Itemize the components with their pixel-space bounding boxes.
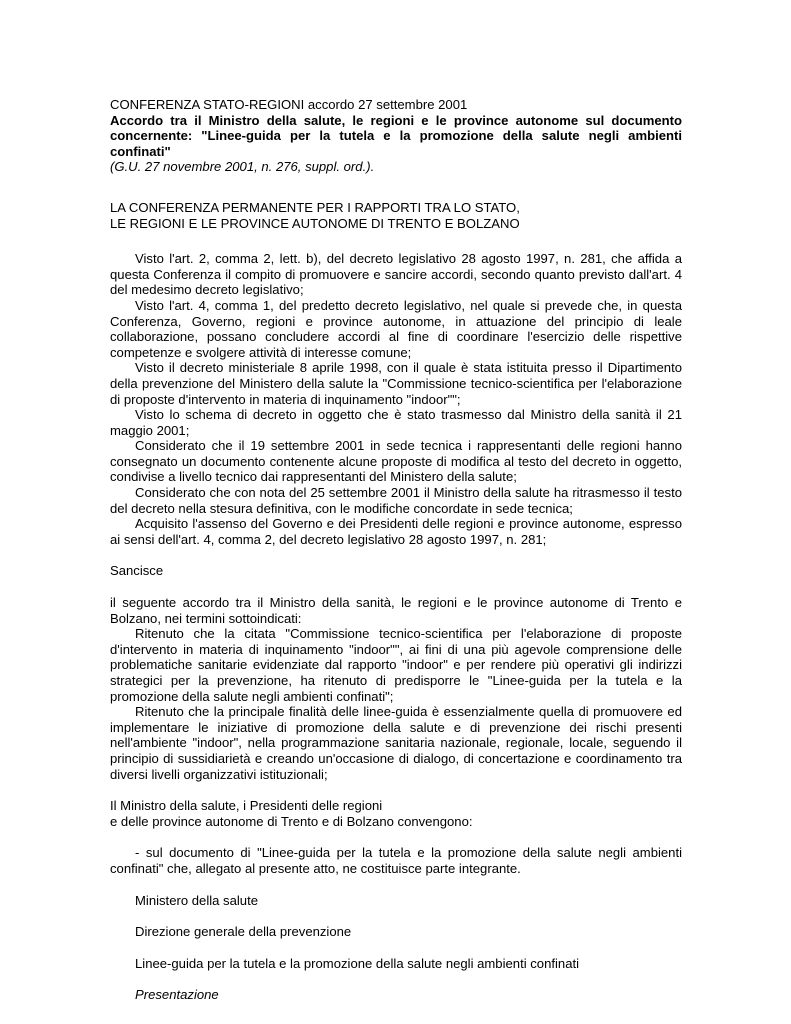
conference-heading [110,200,682,231]
annex-section-heading: Presentazione [135,987,219,1003]
premise-paragraph: Considerato che con nota del 25 settembre 2001 il Ministro della salute ha ritrasmesso il testo del decreto nella stesura definitiva, con le modifiche concordate in sede tecnica; [110,485,682,516]
document-page [110,97,682,1003]
annex-ministry: Ministero della salute [135,892,258,908]
ritenuto-paragraph: Ritenuto che la principale finalità delle linee-guida è essenzialmente quella di promuovere ed implementare le iniziative di promozione della salute e di prevenzione dei rischi presenti nell'ambiente "indoor", nella programmazione sanitaria nazionale, regionale, locale, seguendo il principio di sussidiarietà e creando un'occasione di dialogo, di concertazione e coordinamento tra diversi livelli organizzativi istituzionali; [110,704,682,782]
agreement-point: - sul documento di "Linee-guida per la tutela e la promozione della salute negli ambienti confinati" che, allegato al presente atto, ne costituisce parte integrante. [110,845,682,876]
gazette-citation: (G.U. 27 novembre 2001, n. 276, suppl. ord.). [110,159,375,175]
premise-paragraph: Visto l'art. 2, comma 2, lett. b), del decreto legislativo 28 agosto 1997, n. 281, che affida a questa Conferenza il compito di promuovere e sancire accordi, secondo quanto previsto dall'art. 4 del medesimo decreto legislativo; [110,251,682,298]
convengono-line-1: Il Ministro della salute, i Presidenti delle regioni [110,798,383,814]
convengono-line-2: e delle province autonome di Trento e di Bolzano convengono: [110,813,473,829]
premises-block [110,251,682,547]
annex-document-title: Linee-guida per la tutela e la promozione della salute negli ambienti confinati [135,955,580,971]
conference-heading-line-2: LE REGIONI E LE PROVINCE AUTONOME DI TRENTO E BOLZANO [110,215,520,231]
conference-heading-line-1: LA CONFERENZA PERMANENTE PER I RAPPORTI TRA LO STATO, [110,199,520,215]
accordo-intro: il seguente accordo tra il Ministro della sanità, le regioni e le province autonome di Trento e Bolzano, nei termini sottoindicati: [110,595,682,626]
premise-paragraph: Acquisito l'assenso del Governo e dei Presidenti delle regioni e province autonome, espresso ai sensi dell'art. 4, comma 2, del decreto legislativo 28 agosto 1997, n. 281; [110,516,682,547]
premise-paragraph: Visto il decreto ministeriale 8 aprile 1998, con il quale è stata istituita presso il Dipartimento della prevenzione del Ministero della salute la "Commissione tecnico-scientifica per l'elaborazione di proposte d'intervento in materia di inquinamento "indoor""; [110,360,682,407]
sancisce-label: Sancisce [110,563,164,579]
document-subject: Accordo tra il Ministro della salute, le regioni e le province autonome sul documento concernente: "Linee-guida per la tutela e la promozione della salute negli ambienti confinati" [110,112,682,159]
premise-paragraph: Visto lo schema di decreto in oggetto che è stato trasmesso dal Ministro della sanità il 21 maggio 2001; [110,407,682,438]
premise-paragraph: Considerato che il 19 settembre 2001 in sede tecnica i rappresentanti delle regioni hanno consegnato un documento contenente alcune proposte di modifica al testo del decreto in oggetto, condivise a livello tecnico dai rappresentanti del Ministero della salute; [110,438,682,485]
annex-direction: Direzione generale della prevenzione [135,924,352,940]
convengono-block [110,798,682,829]
ritenuto-paragraph: Ritenuto che la citata "Commissione tecnico-scientifica per l'elaborazione di proposte d'intervento in materia di inquinamento "indoor"", ai fini di una più agevole comprensione delle problematiche sanitarie evidenziate dal rapporto "indoor" e per rendere più operativi gli indirizzi strategici per la prevenzione, ha ritenuto di predisporre le "Linee-guida per la tutela e la promozione della salute negli ambienti confinati"; [110,626,682,704]
document-title: CONFERENZA STATO-REGIONI accordo 27 settembre 2001 [110,97,468,112]
premise-paragraph: Visto l'art. 4, comma 1, del predetto decreto legislativo, nel quale si prevede che, in questa Conferenza, Governo, regioni e province autonome, in attuazione del principio di leale collaborazione, possano concludere accordi al fine di coordinare l'esercizio delle rispettive competenze e svolgere attività di interesse comune; [110,297,682,360]
